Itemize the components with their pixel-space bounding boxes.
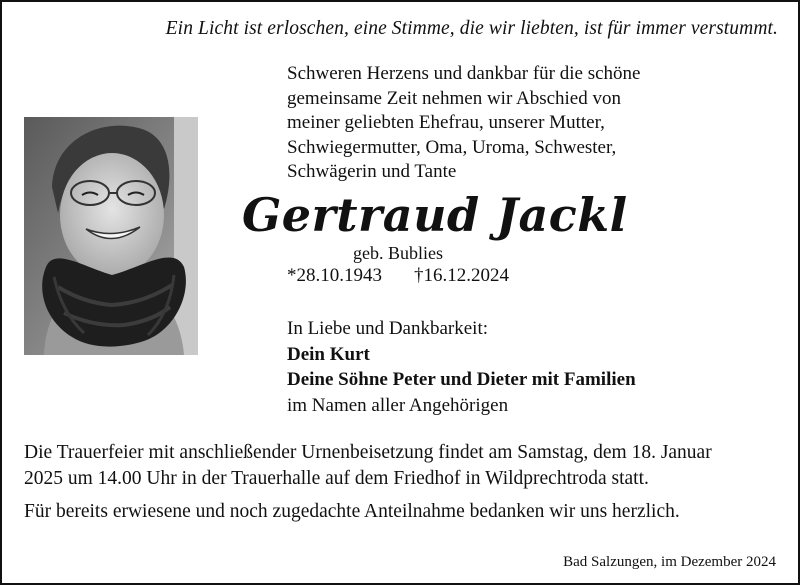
intro-line: gemeinsame Zeit nehmen wir Abschied von bbox=[287, 87, 621, 109]
intro-line: Schwägerin und Tante bbox=[287, 161, 457, 182]
portrait-photo bbox=[24, 117, 198, 355]
mourners-intro: In Liebe und Dankbarkeit: bbox=[287, 318, 489, 339]
mourner-relatives: im Namen aller Angehörigen bbox=[287, 394, 509, 416]
deceased-name: Gertraud Jackl bbox=[242, 188, 628, 242]
intro-line: Schweren Herzens und dankbar für die schöne bbox=[287, 63, 641, 84]
place-and-date: Bad Salzungen, im Dezember 2024 bbox=[563, 554, 776, 570]
thanks-note: Für bereits erwiesene und noch zugedachte Anteilnahme bedanken wir uns herzlich. bbox=[24, 501, 680, 522]
ceremony-line: Die Trauerfeier mit anschließender Urnenbeisetzung findet am Samstag, dem 18. Januar bbox=[24, 442, 712, 463]
mourner-children: Deine Söhne Peter und Dieter mit Familien bbox=[287, 369, 636, 390]
intro-line: meiner geliebten Ehefrau, unserer Mutter, bbox=[287, 112, 605, 133]
motto-quote: Ein Licht ist erloschen, eine Stimme, die wir liebten, ist für immer verstummt. bbox=[165, 18, 778, 39]
mourner-spouse: Dein Kurt bbox=[287, 343, 370, 365]
life-dates bbox=[287, 265, 509, 287]
maiden-name: geb. Bublies bbox=[353, 243, 443, 263]
intro-line: Schwiegermutter, Oma, Uroma, Schwester, bbox=[287, 136, 617, 158]
intro-text bbox=[287, 62, 687, 185]
ceremony-info bbox=[24, 440, 784, 492]
death-date: †16.12.2024 bbox=[414, 265, 509, 286]
ceremony-line: 2025 um 14.00 Uhr in der Trauerhalle auf dem Friedhof in Wildprechtroda statt. bbox=[24, 468, 649, 489]
mourners-block bbox=[287, 316, 636, 418]
birth-date: *28.10.1943 bbox=[287, 265, 382, 286]
